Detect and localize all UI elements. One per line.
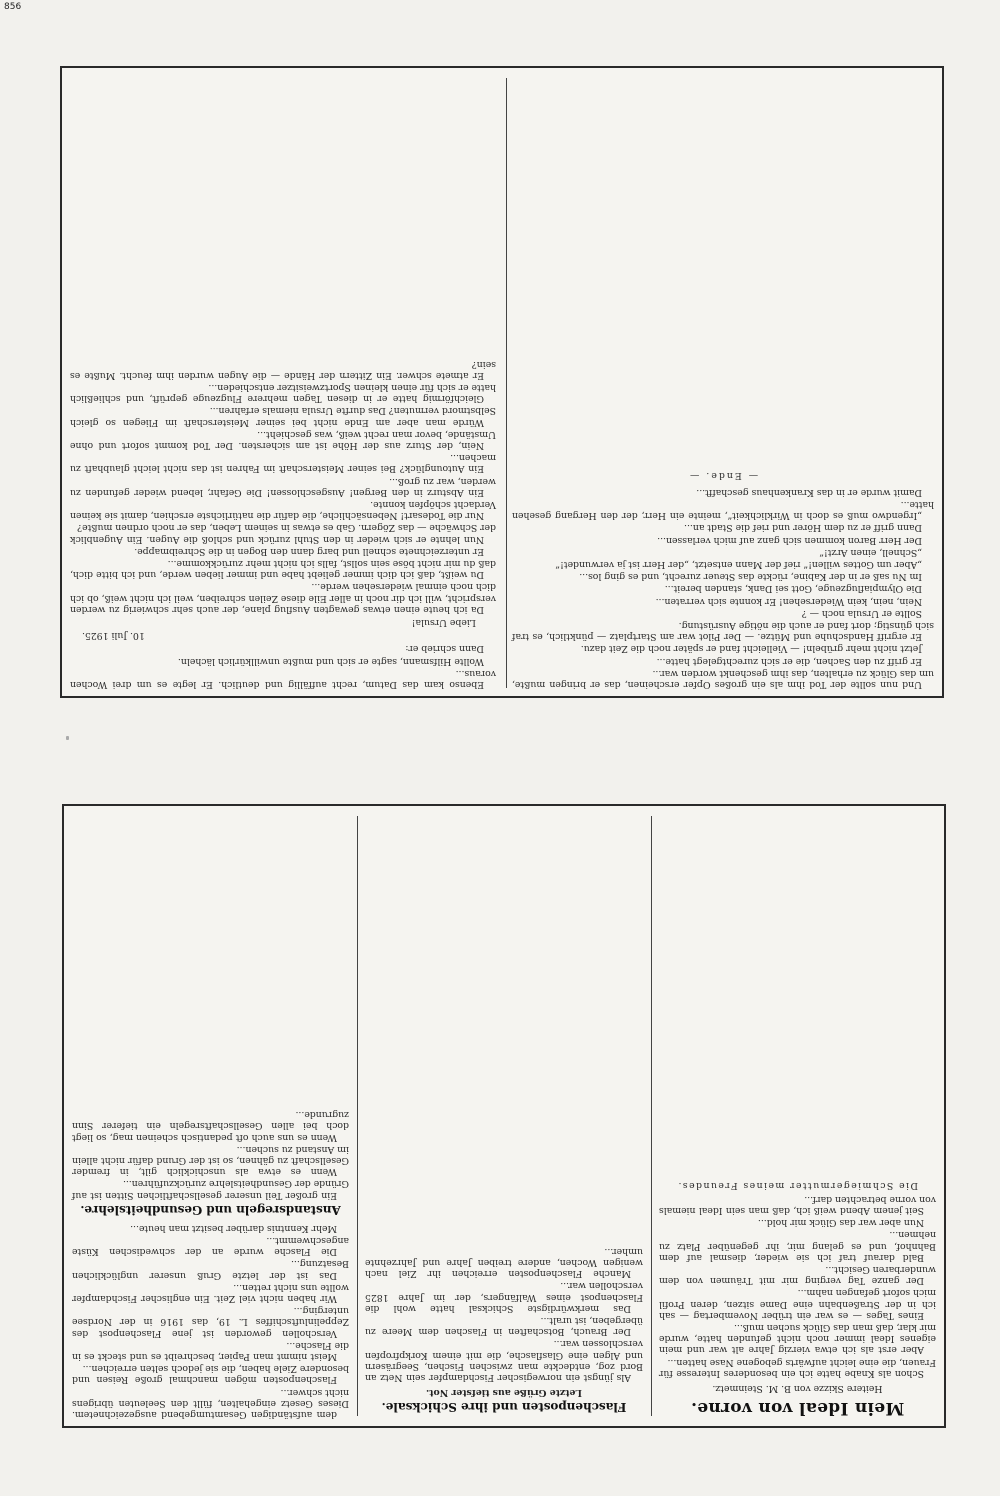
continuation-paragraph: Meist nimmt man Papier, beschreibt es und steckt es in die Flasche... bbox=[72, 1339, 349, 1362]
story-paragraph: Er griff zu den Sachen, die er sich zurechtgelegt hatte... bbox=[656, 655, 922, 667]
continuation-paragraph: dem aufständigen Gesamtumgebend ausgezeichnetem. Dieses Gesetz eingehalten, füllt den Seeleuten übrigens nicht schwer... bbox=[72, 1386, 349, 1420]
story-paragraph: Damit wurde er in das Krankenhaus geschafft... bbox=[696, 486, 922, 498]
rules-column bbox=[64, 806, 357, 1426]
story-paragraph: Sollte er Ursula noch — ? bbox=[801, 607, 922, 619]
bottle-subtitle: Letzte Grüße aus tiefster Not. bbox=[426, 1387, 582, 1398]
story-paragraph: Da ich heute einen etwas gewagten Ausflug plane, der auch sehr schwierig zu werden verspricht, will ich dir noch in aller Eile diese Zeilen schreiben, weil ich nicht weiß, ob ich dich noch einmal wiedersehen werde... bbox=[70, 581, 496, 615]
story-end-mark: — Ende. — bbox=[687, 469, 759, 481]
continuation-paragraph: Flaschenposten mögen manchmal große Reisen und besondere Ziele haben, die sie jedoch selten erreichen... bbox=[72, 1363, 349, 1386]
story-paragraph: Dann schrieb er: bbox=[405, 643, 484, 655]
continuation-paragraph: Wir haben nicht viel Zeit. Ein englischer Fischdampfer wollte uns nicht retten... bbox=[72, 1281, 349, 1304]
rules-paragraph: Ein großer Teil unserer gesellschaftlichen Sitten ist auf Gründe der Gesundheitslehre zurückzuführen... bbox=[72, 1178, 349, 1201]
ideal-paragraph: Aber erst als ich etwa vierzig Jahre alt war und mein eigenes Ideal immer noch nicht gefunden hatte, wurde mir klar, daß man das Glück suchen muß... bbox=[659, 1321, 936, 1356]
ideal-paragraph: Bald darauf traf ich sie wieder, diesmal auf dem Bahnhof, und es gelang mir, ihr gegenüber Platz zu nehmen... bbox=[659, 1229, 936, 1263]
rules-paragraph: Wenn es etwa als unschicklich gilt, in fremder Gesellschaft zu gähnen, so ist der Grund dafür nicht allein im Anstand zu suchen... bbox=[72, 1143, 349, 1178]
story-paragraph: Der Herr Baron kommen sich ganz auf mich verlassen... bbox=[657, 534, 922, 546]
articles-rotated-block bbox=[64, 806, 944, 1426]
story-paragraph: Er ergriff Handschuhe und Mütze. — Der Pilot war am Startplatz — pünktlich, es traf sich günstig; dort fand er auch die nötige Ausrüstung. bbox=[512, 619, 934, 643]
story-column-2 bbox=[504, 68, 942, 696]
story-paragraph: Ein Absturz in den Bergen! Ausgeschlossen! Die Gefahr, lebend wieder gefunden zu werden, war zu groß... bbox=[70, 475, 496, 498]
story-paragraph: Wollte Hilfsmann, sagte er sich und mußte unwillkürlich lächeln. bbox=[177, 655, 484, 667]
page-number: 856 bbox=[4, 2, 22, 12]
letter-date: 10. Juli 1925. bbox=[82, 630, 145, 642]
bottle-paragraph: Als jüngst ein norwegischer Fischdampfer sein Netz an Bord zog, entdeckte man zwischen Fischen, Seegräsern und Algen eine Glasflasche, die mit einem Korkpfropfen verschlossen war... bbox=[365, 1338, 643, 1383]
bottle-paragraph: Der Brauch, Botschaften in Flaschen dem Meere zu übergeben, ist uralt... bbox=[365, 1314, 643, 1338]
story-paragraph: Nein, der Sturz aus der Höhe ist am sichersten. Der Tod kommt sofort und ohne Umstände, bevor man recht weiß, was geschieht... bbox=[70, 428, 496, 451]
story-rotated-block bbox=[62, 68, 942, 696]
story-paragraph: Ebenso kam das Datum, recht auffällig und deutlich. Er legte es um drei Wochen voraus... bbox=[70, 667, 496, 690]
bottle-paragraph: Das merkwürdigste Schicksal hatte wohl die Flaschenpost eines Walfängers, der im Jahre 1825 verschollen war... bbox=[365, 1280, 643, 1314]
story-paragraph: Du weißt, daß ich dich immer geliebt habe und immer lieben werde, und ich bitte dich, daß du mir nicht böse sein sollst, falls ich nicht mehr zurückkomme... bbox=[70, 557, 496, 581]
ideal-byline: Heitere Skizze von B. M. Steinmetz. bbox=[712, 1383, 883, 1394]
story-paragraph: „Irgendwo muß es doch in Wirklichkeit“, meinte ein Herr, der den Hergang gesehen hatte... bbox=[512, 498, 934, 522]
story-paragraph: Die Olympiaflugzeuge, Gott sei Dank, standen bereit... bbox=[664, 583, 922, 595]
bottle-paragraph: Manche Flaschenposten erreichen ihr Ziel nach wenigen Wochen, andere treiben Jahre und Jahrzehnte umher... bbox=[365, 1245, 643, 1280]
continuation-paragraph: Das ist der letzte Gruß unserer unglücklichen Besatzung... bbox=[72, 1258, 349, 1281]
bottle-title: Flaschenposten und ihre Schicksale. bbox=[381, 1400, 627, 1414]
continuation-paragraph: Mehr Kenntnis darüber besitzt man heute... bbox=[130, 1222, 337, 1234]
story-paragraph: „Aber um Gottes willen!“ rief der Mann entsetzt, „der Herr ist ja verwundet!“ bbox=[555, 558, 922, 570]
ideal-paragraph: Eines Tages — es war ein trüber Novembertag — sah ich in der Straßenbahn eine Dame sitzen, deren Profil mich sofort gefangen nahm... bbox=[659, 1287, 936, 1321]
articles-frame bbox=[62, 804, 946, 1428]
letter-salutation: Liebe Ursula! bbox=[411, 616, 476, 628]
story-paragraph: Nur die Todesart! Nebensächliche, die dafür die natürlichste erschien, damit sie keinen Verdacht schöpfen konnte. bbox=[70, 498, 496, 522]
story-paragraph: „Schnell, einen Arzt!“ bbox=[819, 546, 922, 558]
ideal-signature: Die Schmiegermutter meines Freundes. bbox=[677, 1179, 918, 1191]
story-paragraph: Er atmete schwer. Ein Zittern der Hände — die Augen wurden ihm feucht. Mußte es sein? bbox=[70, 358, 496, 381]
continuation-paragraph: Verschollen geworden ist jene Flaschenpost des Zeppelinluftschiffes L. 19, das 1916 in der Nordsee unterging... bbox=[72, 1305, 349, 1339]
story-paragraph: Ein Autounglück? Bei seiner Meisterschaft im Fahren ist das nicht leicht glaubhaft zu machen... bbox=[70, 452, 496, 475]
story-paragraph: Nun lehnte er sich wieder in den Stuhl zurück und schloß die Augen. Ein Augenblick der Schwäche — das Zögern. Gab es etwas in seinem Leben, das er noch ordnen mußte? bbox=[70, 522, 496, 545]
story-paragraph: Er unterzeichnete schnell und barg dann den Bogen in die Schreibmappe. bbox=[134, 545, 484, 557]
story-column-1 bbox=[62, 68, 504, 696]
rules-title: Anstandsregeln und Gesundheitslehre. bbox=[80, 1202, 341, 1217]
ideal-title: Mein Ideal von vorne. bbox=[690, 1398, 905, 1418]
story-paragraph: Und nun sollte der Tod ihm als ein großes Opfer erscheinen, das er bringen mußte, um das Glück zu erhalten, das ihm geschenkt worden war... bbox=[512, 667, 934, 690]
ideal-paragraph: Schon als Knabe hatte ich ein besonderes Interesse für Frauen, die eine leicht aufwärts gebogene Nase hatten... bbox=[659, 1356, 936, 1379]
story-frame bbox=[60, 66, 944, 698]
story-paragraph: Nein, nein, kein Wiedersehen! Er konnte sich verraten... bbox=[655, 595, 922, 607]
story-paragraph: Dann griff er zu dem Hörer und rief die Stadt an... bbox=[684, 522, 922, 534]
rules-paragraph: Wenn es uns auch oft pedantisch scheinen mag, so liegt doch bei allen Gesellschaftsregeln ein tieferer Sinn zugrunde... bbox=[72, 1109, 349, 1143]
continuation-paragraph: Die Flasche wurde an der schwedischen Küste angeschwemmt... bbox=[72, 1234, 349, 1258]
ink-speck bbox=[66, 736, 69, 740]
story-paragraph: Gleichförmig hatte er in diesen Tagen mehrere Flugzeuge geprüft, und schließlich hatte er sich für einen kleinen Sportzweisitzer entschieden... bbox=[70, 381, 496, 405]
ideal-column bbox=[651, 806, 944, 1426]
ideal-paragraph: Seit jenem Abend weiß ich, daß man sein Ideal niemals von vorne betrachten darf... bbox=[659, 1193, 936, 1216]
bottle-column bbox=[357, 806, 651, 1426]
story-paragraph: Jetzt nicht mehr grübeln! — Vielleicht fand er später noch die Zeit dazu. bbox=[580, 643, 922, 655]
story-paragraph: Im Nu saß er in der Kabine, rückte das Steuer zurecht, und es ging los... bbox=[579, 571, 922, 583]
story-paragraph: Würde man aber am Ende nicht bei seiner Meisterschaft im Fliegen so gleich Selbstmord vermuten? Das durfte Ursula niemals erfahren... bbox=[70, 405, 496, 428]
ideal-paragraph: Der ganze Tag verging mir mit Träumen von dem wunderbaren Gesicht... bbox=[659, 1263, 936, 1287]
ideal-paragraph: Nun aber war das Glück mir hold... bbox=[757, 1217, 924, 1229]
